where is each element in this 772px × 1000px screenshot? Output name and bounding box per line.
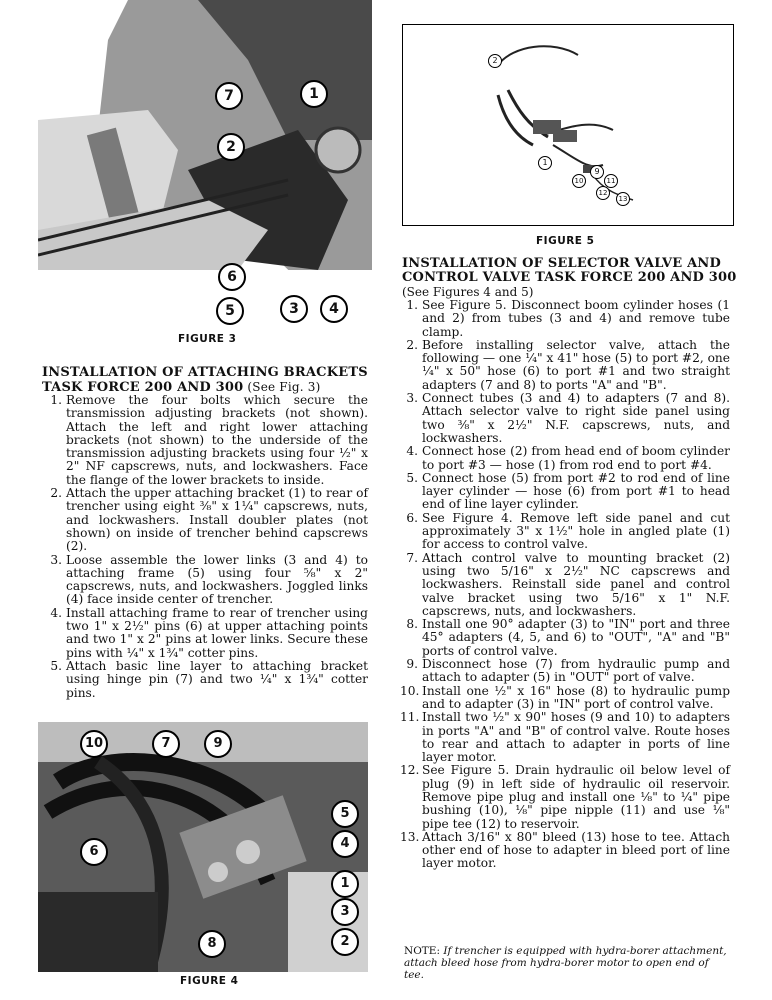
fig4-callout-8: 8	[198, 930, 226, 958]
fig5-callout-11: 11	[604, 174, 618, 188]
list-item: 2. Attach the upper attaching bracket (1) to rear of trencher using eight ⅜" x 1¼" capscrews, nuts, and lockwashers. Install doubler plates (not shown) on inside of trencher behind capscrews (2).	[50, 486, 368, 554]
right-title-ref: (See Figures 4 and 5)	[402, 285, 534, 299]
right-title-line2: CONTROL VALVE TASK FORCE 200 AND 300	[402, 270, 737, 285]
list-item: 1. See Figure 5. Disconnect boom cylinder hoses (1 and 2) from tubes (3 and 4) and remove tube clamp.	[406, 298, 730, 339]
fig4-callout-1: 1	[331, 870, 359, 898]
left-title-line2: TASK FORCE 200 AND 300	[42, 380, 244, 395]
list-item: 3. Loose assemble the lower links (3 and 4) to attaching frame (5) using four ⅝" x 2" capscrews, nuts, and lockwashers. Joggled links (4) face inside center of trencher.	[50, 552, 368, 607]
fig4-callout-9: 9	[204, 730, 232, 758]
fig4-callout-5: 5	[331, 800, 359, 828]
figure-5-frame	[402, 24, 734, 226]
left-section-title	[42, 366, 382, 395]
note-label: NOTE:	[404, 945, 441, 957]
list-item: 4. Connect hose (2) from head end of boom cylinder to port #3 — hose (1) from rod end to port #4.	[406, 444, 730, 472]
fig4-callout-4: 4	[331, 830, 359, 858]
left-title-ref: (See Fig. 3)	[243, 380, 321, 394]
figure-4-caption: FIGURE 4	[180, 975, 239, 987]
fig3-callout-6: 6	[218, 263, 246, 291]
fig3-callout-7: 7	[215, 82, 243, 110]
right-section-title	[402, 257, 742, 285]
fig5-callout-1: 1	[538, 156, 552, 170]
figure-3-caption: FIGURE 3	[178, 333, 237, 345]
fig4-callout-2: 2	[331, 928, 359, 956]
list-item: 13. Attach 3/16" x 80" bleed (13) hose to tee. Attach other end of hose to adapter in bleed port of line layer motor.	[400, 829, 730, 871]
fig5-callout-13: 13	[616, 192, 630, 206]
list-item: 5. Attach basic line layer to attaching bracket using hinge pin (7) and two ¼" x 1¾" cotter pins.	[50, 658, 368, 700]
list-item: 7. Attach control valve to mounting bracket (2) using two 5/16" x 2½" NC capscrews and lockwashers. Reinstall side panel and control valve bracket using two 5/16" x 1" N.F. capscrews, nuts, and lockwashers.	[406, 550, 730, 618]
list-item: 4. Install attaching frame to rear of trencher using two 1" x 2½" pins (6) at upper attaching points and two 1" x 2" pins at lower links. Secure these pins with ¼" x 1¾" cotter pins.	[50, 605, 368, 660]
list-item: 9. Disconnect hose (7) from hydraulic pump and attach to adapter (5) in "OUT" port of valve.	[406, 657, 730, 685]
fig5-callout-10: 10	[572, 174, 586, 188]
list-item: 2. Before installing selector valve, attach the following — one ¼" x 41" hose (5) to port #2, one ¼" x 50" hose (6) to port #1 and two straight adapters (7 and 8) to ports "A" and "B".	[406, 337, 730, 392]
fig3-callout-2: 2	[217, 133, 245, 161]
note-text: If trencher is equipped with hydra-borer attachment, attach bleed hose from hydra-borer motor to open end of tee.	[404, 945, 727, 981]
figure-5-drawing	[403, 25, 733, 225]
figure-3-photo	[38, 0, 372, 318]
fig5-callout-9: 9	[590, 165, 604, 179]
fig3-callout-4: 4	[320, 295, 348, 323]
list-item: 6. See Figure 4. Remove left side panel and cut approximately 3" x 1½" hole in angled plate (1) for access to control valve.	[406, 510, 730, 552]
list-item: 11. Install two ½" x 90" hoses (9 and 10) to adapters in ports "A" and "B" of control valve. Route hoses to rear and attach to adapter in ports of line layer motor.	[400, 710, 730, 765]
list-item: 3. Connect tubes (3 and 4) to adapters (7 and 8). Attach selector valve to right side panel using two ⅜" x 2½" N.F. capscrews, nuts, and lockwashers.	[406, 391, 730, 445]
list-item: 8. Install one 90° adapter (3) to "IN" port and three 45° adapters (4, 5, and 6) to "OUT", "A" and "B" ports of control valve.	[406, 617, 730, 658]
fig4-callout-10: 10	[80, 730, 108, 758]
fig3-callout-3: 3	[280, 295, 308, 323]
right-title-line1: INSTALLATION OF SELECTOR VALVE AND	[402, 256, 721, 271]
fig3-callout-1: 1	[300, 80, 328, 108]
fig5-callout-12: 12	[596, 186, 610, 200]
fig4-callout-7: 7	[152, 730, 180, 758]
fig4-callout-6: 6	[80, 838, 108, 866]
figure-5-caption: FIGURE 5	[536, 235, 595, 247]
right-steps-list	[400, 299, 730, 871]
list-item: 1. Remove the four bolts which secure the transmission adjusting brackets (not shown). Attach the left and right lower attaching brackets (not shown) to the underside of the transmission adjusting brackets using four ½" x 2" NF capscrews, nuts, and lockwashers. Face the flange of the lower brackets to inside.	[50, 393, 368, 487]
list-item: 12. See Figure 5. Drain hydraulic oil below level of plug (9) in left side of hydraulic oil reservoir. Remove pipe plug and install one ⅛" to ¼" pipe bushing (10), ⅛" pipe nipple (11) and use ⅛" pipe tee (12) to reservoir.	[400, 763, 730, 831]
left-steps-list	[44, 394, 368, 700]
fig5-callout-2: 2	[488, 54, 502, 68]
list-item: 5. Connect hose (5) from port #2 to rod end of line layer cylinder — hose (6) from port #1 to head end of line layer cylinder.	[406, 470, 730, 512]
fig3-callout-5: 5	[216, 297, 244, 325]
note-paragraph	[404, 945, 730, 981]
list-item: 10. Install one ½" x 16" hose (8) to hydraulic pump and to adapter (3) in "IN" port of control valve.	[400, 683, 730, 711]
left-title-line1: INSTALLATION OF ATTACHING BRACKETS	[42, 365, 368, 380]
fig4-callout-3: 3	[331, 898, 359, 926]
